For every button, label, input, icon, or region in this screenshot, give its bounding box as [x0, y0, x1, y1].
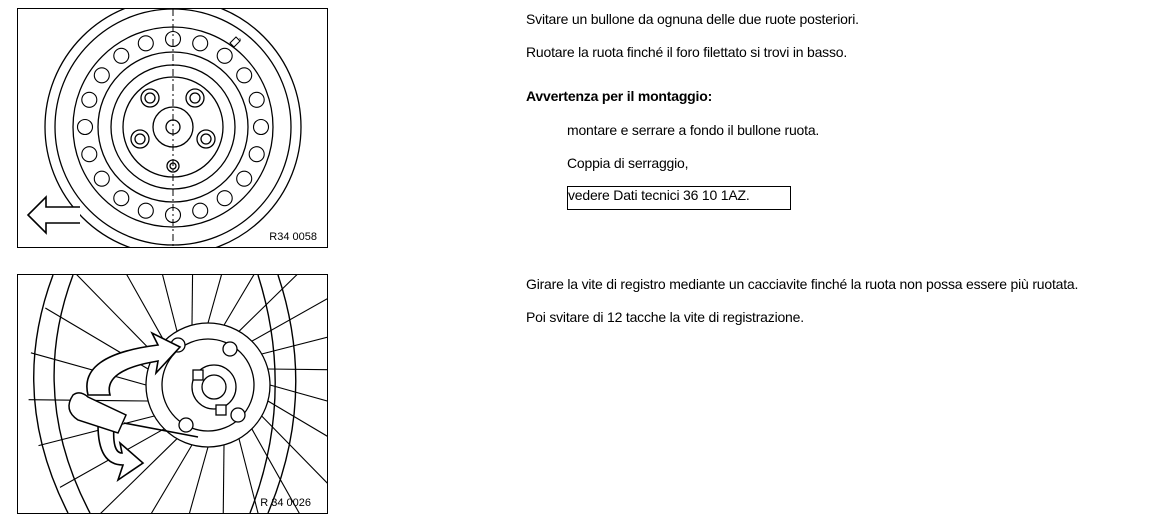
wheel-adjust-illustration: [18, 275, 327, 513]
wheel-spoke: [270, 385, 327, 417]
figure-code: R 34 0026: [260, 497, 311, 509]
wheel-spoke: [192, 275, 193, 325]
wheel-spoke: [106, 275, 165, 341]
wheel-hole: [193, 36, 208, 51]
notice-title: Avvertenza per il montaggio:: [526, 88, 713, 104]
figure-wheel-front: [17, 8, 328, 248]
wheel-spoke: [147, 275, 177, 331]
wheel-hole: [114, 48, 129, 63]
wheel-hole: [138, 203, 153, 218]
notice-line: Coppia di serraggio,: [567, 155, 689, 171]
instruction-step: Poi svitare di 12 tacche la vite di registrazione.: [526, 309, 804, 325]
wheel-hole: [82, 147, 97, 162]
technical-data-reference: vedere Dati tecnici 36 10 1AZ.: [567, 186, 791, 210]
wheel-hole: [193, 203, 208, 218]
wheel-hole: [237, 68, 252, 83]
wheel-spoke: [208, 275, 240, 323]
instruction-step: Svitare un bullone da ognuna delle due ruote posteriori.: [526, 11, 859, 27]
wheel-hole: [78, 120, 93, 135]
wheel-spoke: [268, 369, 327, 370]
wheel-hole: [237, 171, 252, 186]
svg-text:°: °: [238, 37, 242, 47]
wheel-spoke: [176, 447, 208, 513]
wheel-hole: [217, 48, 232, 63]
wheel-hole: [249, 92, 264, 107]
wheel-spoke: [223, 445, 224, 513]
wheel-spoke: [239, 275, 325, 331]
wheel-hole: [82, 92, 97, 107]
wheel-front-illustration: [18, 9, 327, 247]
figure-wheel-adjust: [17, 274, 328, 514]
wheel-spoke: [224, 275, 285, 325]
wheel-hole: [217, 191, 232, 206]
wheel-hole: [114, 191, 129, 206]
wheel-hole: [254, 120, 269, 135]
wheel-hole: [249, 147, 264, 162]
wheel-spoke: [71, 275, 155, 354]
instruction-step: Ruotare la ruota finché il foro filettato si trovi in basso.: [526, 44, 848, 60]
wheel-hole: [94, 68, 109, 83]
wheel-spoke: [131, 445, 192, 513]
wheel-hole: [138, 36, 153, 51]
figure-code: R34 0058: [269, 231, 317, 243]
wheel-hole: [94, 171, 109, 186]
instruction-step: Girare la vite di registro mediante un cacciavite finché la ruota non possa essere più ruotata.: [526, 276, 1079, 292]
notice-line: montare e serrare a fondo il bullone ruota.: [567, 122, 820, 138]
